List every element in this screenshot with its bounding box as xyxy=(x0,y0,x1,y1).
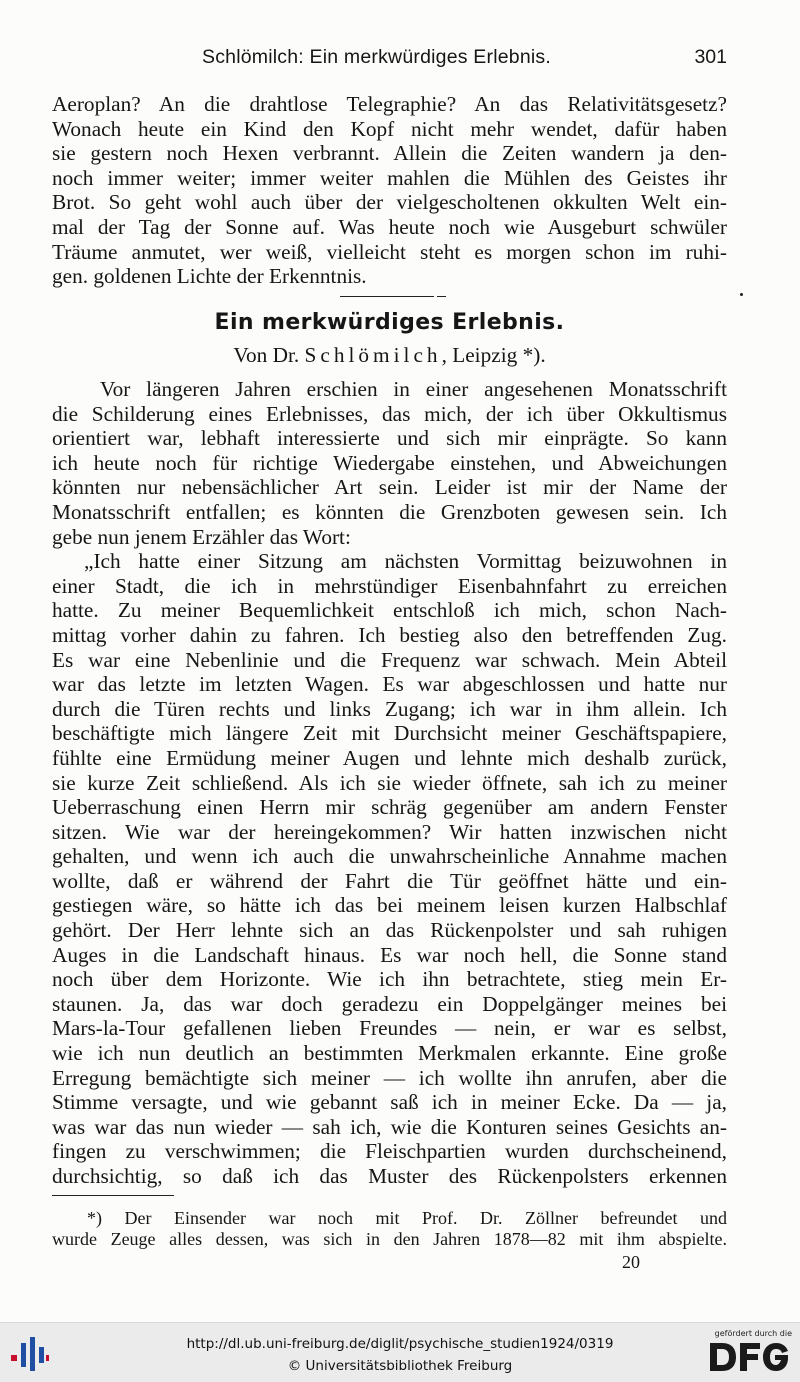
text-line: was war das nun wieder — sah ich, wie die Konturen seines Gesichts an- xyxy=(52,1114,727,1139)
text-line: orientiert war, lebhaft interessierte und sich mir einprägte. So kann xyxy=(52,426,727,451)
text-line: fingen zu verschwimmen; die Fleischpartien wurden durchscheinend, xyxy=(52,1139,727,1164)
text-line: beschäftigte mich längere Zeit mit Durchsicht meiner Geschäftspapiere, xyxy=(52,721,727,746)
text-line: Es war eine Nebenlinie und die Frequenz war schwach. Mein Abteil xyxy=(52,647,727,672)
text-line: gen. goldenen Lichte der Erkenntnis. xyxy=(52,264,367,289)
text-line: fühlte eine Ermüdung meiner Augen und lehnte mich deshalb zurück, xyxy=(52,745,727,770)
text-line: war das letzte im letzten Wagen. Es war abgeschlossen und hatte nur xyxy=(52,672,727,697)
section-separator-dash xyxy=(437,296,446,297)
text-line: Wonach heute ein Kind den Kopf nicht mehr wendet, dafür haben xyxy=(52,116,727,141)
text-line: wollte, daß er während der Fahrt die Tür geöffnet hätte und ein- xyxy=(52,868,727,893)
running-head-title: Schlömilch: Ein merkwürdiges Erlebnis. xyxy=(202,46,551,68)
byline-suffix: , Leipzig *). xyxy=(441,343,546,367)
text-line: Monatsschrift entfallen; es könnten die Grenzboten gewesen sein. Ich xyxy=(52,499,727,524)
viewer-footer xyxy=(0,1322,800,1382)
copyright-notice: © Universitätsbibliothek Freiburg xyxy=(287,1358,513,1374)
text-line: Brot. So geht wohl auch über der vielgescholtenen okkulten Welt ein- xyxy=(52,190,727,215)
text-line: Auges in die Landschaft hinaus. Es war noch hell, die Sonne stand xyxy=(52,942,727,967)
text-line: gehört. Der Herr lehnte sich an das Rückenpolster und sah ruhigen xyxy=(52,918,727,943)
dfg-logo-icon xyxy=(706,1339,792,1375)
text-line: staunen. Ja, das war doch geradezu ein Doppelgänger meines bei xyxy=(52,991,727,1016)
byline xyxy=(52,343,727,368)
text-line: „Ich hatte einer Sitzung am nächsten Vormittag beizuwohnen in xyxy=(84,549,727,574)
article-body xyxy=(52,377,727,1189)
permalink-url[interactable]: http://dl.ub.uni-freiburg.de/diglit/psychische_studien1924/0319 xyxy=(186,1336,614,1352)
footnote xyxy=(52,1208,727,1250)
signature-mark: 20 xyxy=(622,1252,640,1272)
text-line: hatte. Zu meiner Bequemlichkeit entschloß ich mich, schon Nach- xyxy=(52,598,727,623)
footnote-rule xyxy=(52,1195,174,1196)
text-line: einer Stadt, die ich in mehrstündiger Eisenbahnfahrt zu erreichen xyxy=(52,573,727,598)
text-line: sitzen. Wie war der hereingekommen? Wir hatten inzwischen nicht xyxy=(52,819,727,844)
text-line: ich heute noch für richtige Wiedergabe einstehen, und Abweichungen xyxy=(52,450,727,475)
text-line: gestiegen wäre, so hätte ich das bei meinem leisen kurzen Halbschlaf xyxy=(52,893,727,918)
text-line: gebe nun jenem Erzähler das Wort: xyxy=(52,524,351,549)
text-line: wie ich nun deutlich an bestimmten Merkmalen erkannte. Eine große xyxy=(52,1041,727,1066)
text-line: Vor längeren Jahren erschien in einer angesehenen Monatsschrift xyxy=(100,377,727,401)
text-line: noch immer weiter; immer weiter mahlen die Mühlen des Geistes ihr xyxy=(52,165,727,190)
text-line: die Schilderung eines Erlebnisses, das mich, der ich über Okkultismus xyxy=(52,401,727,426)
text-line: könnten nur nebensächlicher Art sein. Leider ist mir der Name der xyxy=(52,475,727,500)
text-line: Ueberraschung einen Herrn mir schräg gegenüber am andern Fenster xyxy=(52,795,727,820)
text-line: Erregung bemächtigte sich meiner — ich wollte ihn anrufen, aber die xyxy=(52,1065,727,1090)
text-line: noch über dem Horizonte. Wie ich ihn betrachtete, stieg mein Er- xyxy=(52,967,727,992)
print-speck xyxy=(740,293,743,296)
page-number: 301 xyxy=(694,46,727,68)
author-name: Schlömilch xyxy=(304,343,442,367)
text-line: durch die Türen rechts und links Zugang; ich war in ihm allein. Ich xyxy=(52,696,727,721)
footnote-line: wurde Zeuge alles dessen, was sich in den Jahren 1878—82 mit ihm abspielte. xyxy=(52,1229,727,1249)
text-line: mal der Tag der Sonne auf. Was heute noch wie Ausgeburt schwüler xyxy=(52,214,727,239)
dfg-caption: gefördert durch die xyxy=(714,1329,792,1338)
text-line: gehalten, und wenn ich auch die unwahrscheinliche Annahme machen xyxy=(52,844,727,869)
footnote-line: *) Der Einsender war noch mit Prof. Dr. Zöllner befreundet und xyxy=(87,1208,727,1228)
dfg-block xyxy=(706,1329,792,1377)
text-line: Träume anmutet, wer weiß, vielleicht steht es morgen schon im ruhi- xyxy=(52,239,727,264)
text-line: Aeroplan? An die drahtlose Telegraphie? An das Relativitätsgesetz? xyxy=(52,92,727,116)
text-line: Mars-la-Tour gefallenen lieben Freundes — nein, er war es selbst, xyxy=(52,1016,727,1041)
paragraph-continued xyxy=(52,92,727,289)
byline-prefix: Von Dr. xyxy=(233,343,300,367)
text-line: mittag vorher dahin zu fahren. Ich bestieg also den betreffenden Zug. xyxy=(52,622,727,647)
text-line: sie gestern noch Hexen verbrannt. Allein die Zeiten wandern ja den- xyxy=(52,141,727,166)
running-head xyxy=(52,44,727,76)
section-separator xyxy=(340,296,434,297)
text-line: durchsichtig, so daß ich das Muster des Rückenpolsters erkennen xyxy=(52,1164,727,1188)
text-line: Stimme versagte, und wie gebannt saß ich in meiner Ecke. Da — ja, xyxy=(52,1090,727,1115)
article-title: Ein merkwürdiges Erlebnis. xyxy=(214,310,565,335)
text-line: sie kurze Zeit schließend. Als ich sie wieder öffnete, sah ich zu meiner xyxy=(52,770,727,795)
